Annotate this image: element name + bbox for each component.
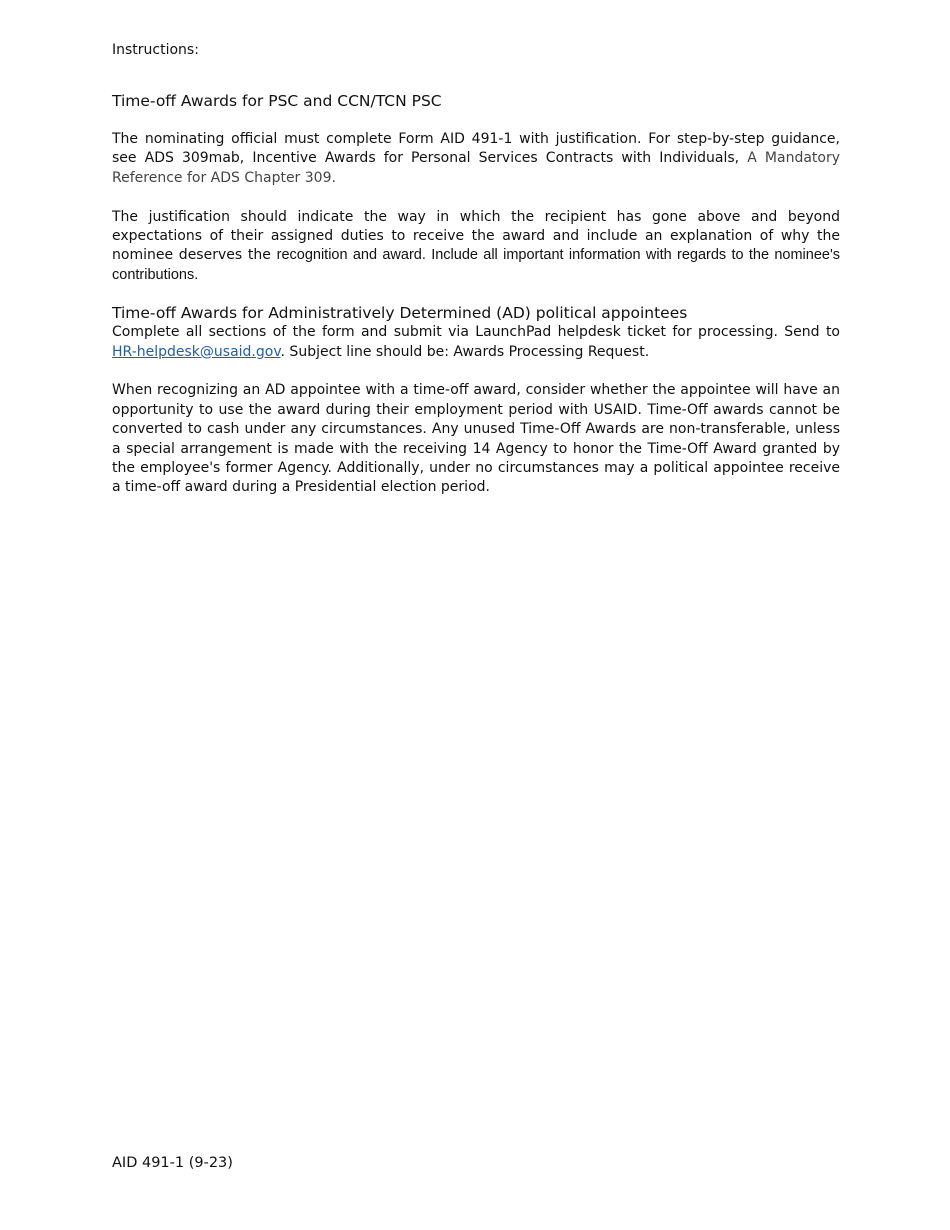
instructions-label: Instructions: [112,42,199,58]
paragraph-end: . [331,169,336,186]
paragraph-ad-appointee: When recognizing an AD appointee with a time-off award, consider whether the appointee will have an opportunity to use the award during their employment period with USAID. Time-Off awards cannot be converted to cash under any circumstances. Any unused Time-Off Awards are non-transferable, unless a special arrangement is made with the receiving 14 Agency to honor the Time-Off Award granted by the employee's former Agency. Additionally, under no circumstances may a political appointee receive a time-off award during a Presidential election period. [112,382,840,496]
paragraph-end: . Subject line should be: Awards Processing Request. [280,343,650,360]
document-body [112,40,840,498]
hr-helpdesk-email-link[interactable]: HR-helpdesk@usaid.gov [112,343,281,360]
paragraph-text: Complete all sections of the form and submit via LaunchPad helpdesk ticket for processing. Send to [112,324,840,341]
paragraph-text: The nominating official must complete Form AID 491-1 with justification. For step-by-step guidance, see ADS 309mab, Incentive Awards for Personal Services Contracts with Individuals, [112,131,840,167]
paragraph-text-continued: recognition and award. Include all important information with regards to the nominee's contributions. [112,247,840,283]
paragraph-text: The justification should indicate the way in which the recipient has gone above and beyond expectations of their assigned duties to receive the award and include an explanation of why the nominee deserves the [112,208,840,264]
form-number-footer: AID 491-1 (9-23) [112,1155,233,1171]
paragraph-nominating-official [112,130,840,188]
section-heading-ad-appointees: Time-off Awards for Administratively Determined (AD) political appointees [112,304,688,323]
paragraph-complete-sections [112,323,840,362]
section-heading-psc: Time-off Awards for PSC and CCN/TCN PSC [112,92,442,110]
paragraph-justification [112,208,840,286]
mandatory-reference-text: A Mandatory Reference for ADS Chapter 309 [112,150,840,186]
